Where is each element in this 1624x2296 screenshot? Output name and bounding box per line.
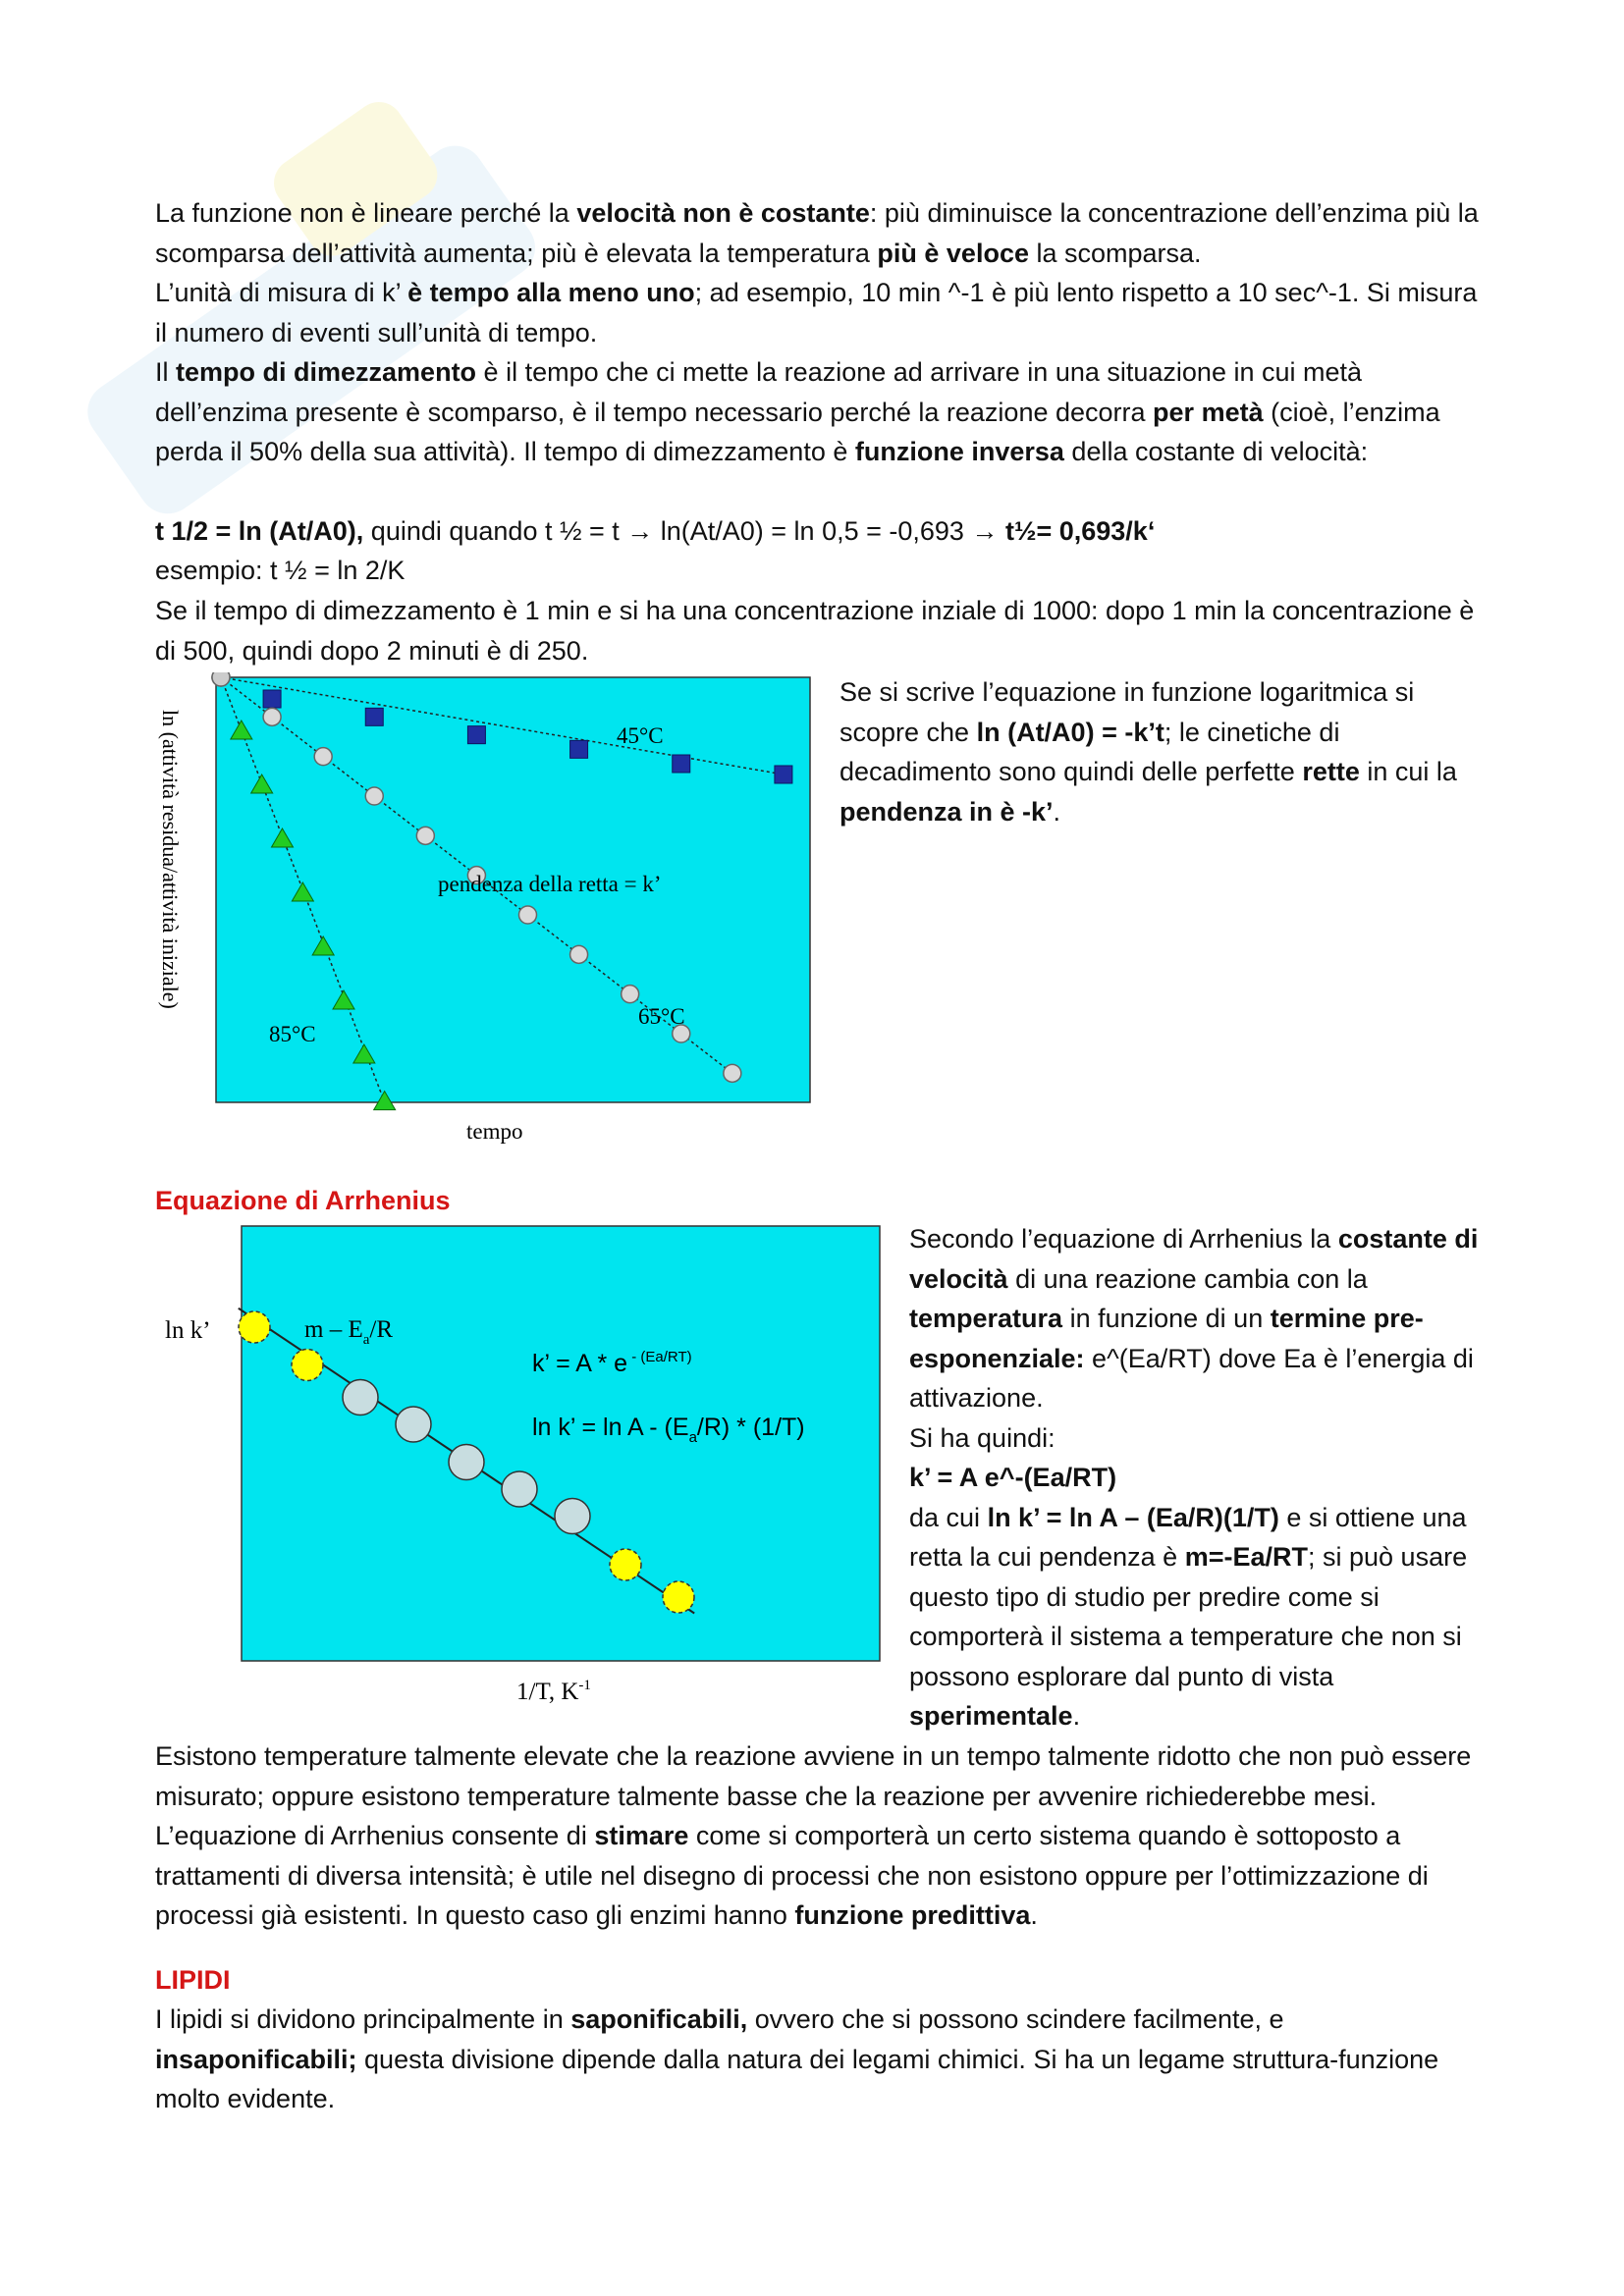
text-run: è il tempo che ci mette la reazione ad arrivare in una situazione in cui metà dell’enzima presente è scomparso, è il tempo necessario perché la reazione decorra (155, 357, 1363, 427)
data-point-45c (365, 708, 383, 725)
measured-point (396, 1407, 431, 1442)
inactivation-chart (147, 672, 815, 1153)
text-run: Il (155, 357, 177, 387)
paragraph-half-life (155, 352, 1490, 472)
data-point-45c (263, 690, 281, 708)
text-run: in cui la (1359, 757, 1457, 786)
paragraph-unit (155, 273, 1490, 352)
text-run: I lipidi si dividono principalmente in (155, 2004, 571, 2034)
x-axis-label: 1/T, $K^{-1}$ (516, 1678, 591, 1705)
data-point-65c (622, 986, 639, 1003)
slope-annotation: m – $E_a/R$ (304, 1316, 394, 1348)
annotation-45c: 45°C (617, 723, 664, 748)
data-point-65c (570, 945, 588, 963)
data-point-45c (467, 726, 485, 744)
text-run: . (1072, 1701, 1081, 1731)
text-run: L’unità di misura di k’ (155, 278, 408, 307)
text-run: per metà (1153, 397, 1264, 427)
text-run: temperatura (909, 1304, 1063, 1333)
measured-point (449, 1445, 484, 1480)
text-run: ln k’ = ln A – (Ea/R)(1/T) (987, 1502, 1279, 1532)
data-point-65c (263, 708, 281, 725)
text-run: : più diminuisce la concentrazione dell’enzima più la scomparsa dell’attività aumenta; più è elevata la temperatura (155, 198, 1479, 268)
y-axis-label: ln (attività residua/attività iniziale) (158, 710, 183, 1009)
text-run: funzione predittiva (794, 1900, 1031, 1930)
annotation-slope: pendenza della retta = k’ (438, 872, 662, 896)
text-run: di una reazione cambia con la (1007, 1263, 1368, 1294)
text-run: (cioè, l’enzima perda il 50% della sua attività). Il tempo di dimezzamento è (155, 397, 1440, 466)
annotation-65c: 65°C (638, 1004, 685, 1029)
text-run: è tempo alla meno uno (407, 278, 695, 307)
text-run: velocità non è costante (576, 198, 870, 228)
text-run: sperimentale (909, 1701, 1073, 1731)
text-run: t½= 0,693/k‘ (1004, 516, 1156, 546)
text-run: questa divisione dipende dalla natura dei legami chimici. Si ha un legame struttura-funzione molto evidente. (155, 2044, 1439, 2113)
text-run: k’ = A e^-(Ea/RT) (909, 1463, 1117, 1492)
text-run: costante di velocità (909, 1224, 1479, 1294)
text-run: Si ha quindi: (909, 1422, 1056, 1453)
text-run: insaponificabili; (155, 2044, 357, 2074)
text-run: termine pre-esponenziale: (909, 1304, 1424, 1373)
paragraph-example (155, 551, 1490, 591)
heading-arrhenius: Equazione di Arrhenius (155, 1186, 451, 1215)
data-point-45c (775, 766, 792, 783)
data-point-45c (570, 740, 588, 758)
text-run: Se si scrive l’equazione in funzione logaritmica si scopre che (839, 677, 1415, 747)
text-run: saponificabili, (570, 2004, 748, 2034)
extrapolated-point (663, 1581, 694, 1613)
origin-point (212, 672, 230, 686)
measured-point (555, 1499, 590, 1534)
text-run: più è veloce (877, 238, 1029, 268)
data-point-65c (314, 748, 332, 766)
paragraph-velocity (155, 193, 1490, 273)
measured-point (502, 1471, 537, 1507)
text-run: in funzione di un (1062, 1304, 1271, 1333)
text-run: pendenza in è -k’ (839, 796, 1054, 827)
data-point-45c (673, 755, 690, 773)
data-point-65c (416, 827, 434, 844)
text-run: m=-Ea/RT (1184, 1542, 1308, 1572)
text-run: Secondo l’equazione di Arrhenius la (909, 1224, 1338, 1254)
text-run: ovvero che si possono scindere facilmente, e (747, 2004, 1284, 2034)
y-axis-label: ln k’ (165, 1317, 211, 1344)
text-run: la scomparsa. (1028, 238, 1202, 268)
text-run: rette (1302, 757, 1360, 786)
paragraph-concentration (155, 591, 1490, 670)
x-axis-label: tempo (466, 1119, 523, 1144)
text-run: t 1/2 = ln (At/A0), (155, 516, 364, 546)
arrhenius-chart (147, 1222, 893, 1713)
text-run: e si ottiene una retta la cui pendenza è (909, 1502, 1467, 1572)
extrapolated-point (292, 1350, 323, 1381)
text-run: funzione inversa (854, 437, 1064, 466)
text-run: ; ad esempio, 10 min ^-1 è più lento rispetto a 10 sec^-1. Si misura il numero di eventi sull’unità di tempo. (155, 278, 1478, 347)
measured-point (343, 1380, 378, 1415)
text-run: da cui (909, 1502, 981, 1532)
text-run: della costante di velocità: (1063, 437, 1369, 466)
text-run: come si comporterà un certo sistema quando è sottoposto a trattamenti di diversa intensità; è utile nel disegno di processi che non esistono oppure per l’ottimizzazione di processi già esistenti. In questo caso gli enzimi hanno (155, 1821, 1429, 1930)
data-point-65c (519, 906, 537, 924)
text-run: tempo di dimezzamento (176, 357, 477, 387)
text-run: stimare (594, 1821, 689, 1850)
extrapolated-point (610, 1549, 641, 1580)
chart-panel (242, 1226, 880, 1661)
text-run: esempio: t ½ = ln 2/K (155, 556, 406, 585)
arrhenius-log-equation: ln k’ = ln A - $(E_a/R) * (1/T)$ (532, 1414, 805, 1446)
paragraph-log-kinetics (839, 672, 1468, 831)
text-run: . (1053, 796, 1061, 827)
text-run: ln (At/A0) = -k’t (976, 717, 1164, 747)
arrhenius-equation: k’ = A * e $^{- (Ea/RT)}$ (532, 1349, 692, 1377)
annotation-85c: 85°C (269, 1022, 316, 1046)
data-point-65c (365, 787, 383, 805)
text-run: quindi quando t ½ = t → ln(At/A0) = ln 0,5 = -0,693 → (363, 516, 1005, 546)
extrapolated-point (239, 1311, 270, 1343)
paragraph-temperatures (155, 1736, 1490, 1936)
heading-lipidi: LIPIDI (155, 1965, 231, 1995)
text-run: ; si può usare questo tipo di studio per predire come si comporterà il sistema a temperature che non si possono esplorare dal punto di vista (909, 1542, 1468, 1691)
paragraph-half-life-formula (155, 511, 1490, 552)
paragraph-arrhenius (909, 1219, 1484, 1736)
paragraph-lipidi (155, 2000, 1490, 2119)
text-run: Esistono temperature talmente elevate che la reazione avviene in un tempo talmente ridotto che non può essere misurato; oppure esistono temperature talmente basse che la reazione per avvenire richiederebbe mesi. L’equazione di Arrhenius consente di (155, 1741, 1472, 1850)
text-run: Se il tempo di dimezzamento è 1 min e si ha una concentrazione inziale di 1000: dopo 1 min la concentrazione è di 500, quindi dopo 2 minuti è di 250. (155, 596, 1475, 666)
text-run: La funzione non è lineare perché la (155, 198, 577, 228)
text-run: e^(Ea/RT) dove Ea è l’energia di attivazione. (909, 1343, 1474, 1413)
data-point-65c (724, 1064, 741, 1082)
text-run: ; le cinetiche di decadimento sono quindi delle perfette (839, 717, 1340, 786)
text-run: . (1030, 1900, 1038, 1930)
